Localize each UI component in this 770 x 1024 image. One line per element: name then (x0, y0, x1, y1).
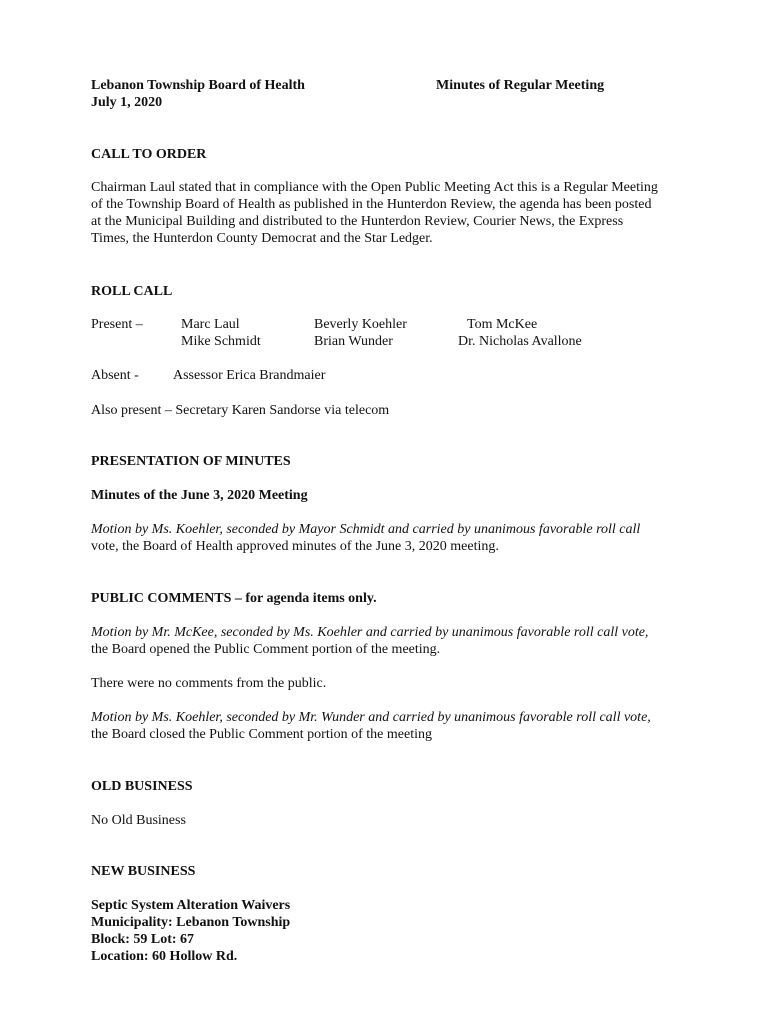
call-to-order-line: Times, the Hunterdon County Democrat and the Star Ledger. (91, 231, 433, 246)
present-member: Marc Laul (181, 317, 240, 332)
old-business-heading: OLD BUSINESS (91, 779, 193, 794)
present-label: Present – (91, 317, 143, 332)
public-comments-opened: the Board opened the Public Comment portion of the meeting. (91, 642, 441, 657)
call-to-order-line: Chairman Laul stated that in compliance with the Open Public Meeting Act this is a Regular Meeting (91, 180, 658, 195)
call-to-order-line: of the Township Board of Health as published in the Hunterdon Review, the agenda has been posted (91, 197, 652, 212)
minutes-subheading: Minutes of the June 3, 2020 Meeting (91, 488, 308, 503)
document-type: Minutes of Regular Meeting (436, 78, 605, 93)
also-present: Also present – Secretary Karen Sandorse via telecom (91, 403, 390, 418)
public-comments-heading: PUBLIC COMMENTS – for agenda items only. (91, 591, 377, 606)
minutes-motion-result: vote, the Board of Health approved minutes of the June 3, 2020 meeting. (91, 539, 499, 554)
public-comments-motion-open: Motion by Mr. McKee, seconded by Ms. Koehler and carried by unanimous favorable roll call vote, (91, 625, 649, 640)
present-member: Dr. Nicholas Avallone (458, 334, 582, 349)
minutes-heading: PRESENTATION OF MINUTES (91, 454, 291, 469)
minutes-motion: Motion by Ms. Koehler, seconded by Mayor Schmidt and carried by unanimous favorable roll call (91, 522, 641, 537)
new-business-line: Municipality: Lebanon Township (91, 915, 291, 930)
meeting-date: July 1, 2020 (91, 95, 163, 110)
new-business-line: Septic System Alteration Waivers (91, 898, 291, 913)
call-to-order-heading: CALL TO ORDER (91, 147, 207, 162)
new-business-heading: NEW BUSINESS (91, 864, 196, 879)
present-member: Beverly Koehler (314, 317, 407, 332)
public-comments-closed: the Board closed the Public Comment portion of the meeting (91, 727, 432, 742)
call-to-order-line: at the Municipal Building and distributed to the Hunterdon Review, Courier News, the Express (91, 214, 624, 229)
public-comments-motion-close: Motion by Ms. Koehler, seconded by Mr. Wunder and carried by unanimous favorable roll call vote, (91, 710, 651, 725)
new-business-line: Location: 60 Hollow Rd. (91, 949, 238, 964)
absent-label: Absent - (91, 368, 139, 383)
roll-call-heading: ROLL CALL (91, 284, 173, 299)
old-business-text: No Old Business (91, 813, 186, 828)
present-member: Brian Wunder (314, 334, 393, 349)
new-business-line: Block: 59 Lot: 67 (91, 932, 195, 947)
absent-member: Assessor Erica Brandmaier (173, 368, 326, 383)
no-comments-text: There were no comments from the public. (91, 676, 327, 691)
present-member: Mike Schmidt (181, 334, 261, 349)
present-member: Tom McKee (467, 317, 538, 332)
org-name: Lebanon Township Board of Health (91, 78, 305, 93)
